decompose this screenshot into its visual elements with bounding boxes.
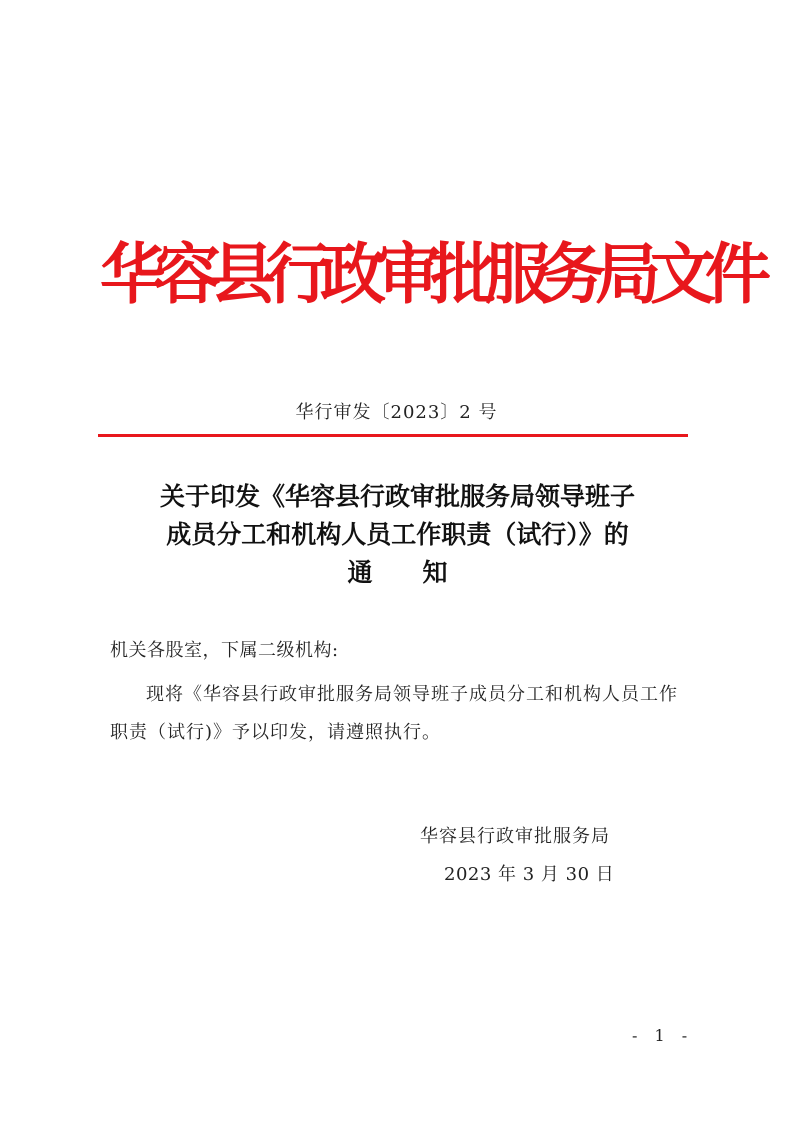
signature-organization: 华容县行政审批服务局: [420, 826, 610, 847]
document-number: 华行审发〔2023〕2 号: [295, 402, 498, 423]
page-number: - 1 -: [632, 1026, 694, 1045]
issuer-title: 华容县行政审批服务局文件: [100, 235, 760, 313]
signature-date: 2023 年 3 月 30 日: [444, 864, 615, 885]
notice-title-line-1: 关于印发《华容县行政审批服务局领导班子: [159, 482, 635, 511]
notice-title-line-2: 成员分工和机构人员工作职责（试行）》的: [166, 520, 629, 549]
body-paragraph: 现将《华容县行政审批服务局领导班子成员分工和机构人员工作职责（试行)》予以印发，请遵照执行。: [110, 684, 678, 743]
notice-title: [110, 478, 685, 592]
salutation: 机关各股室，下属二级机构:: [110, 640, 339, 661]
red-divider-line: [98, 434, 688, 437]
notice-title-line-3: 通 知: [347, 558, 448, 587]
